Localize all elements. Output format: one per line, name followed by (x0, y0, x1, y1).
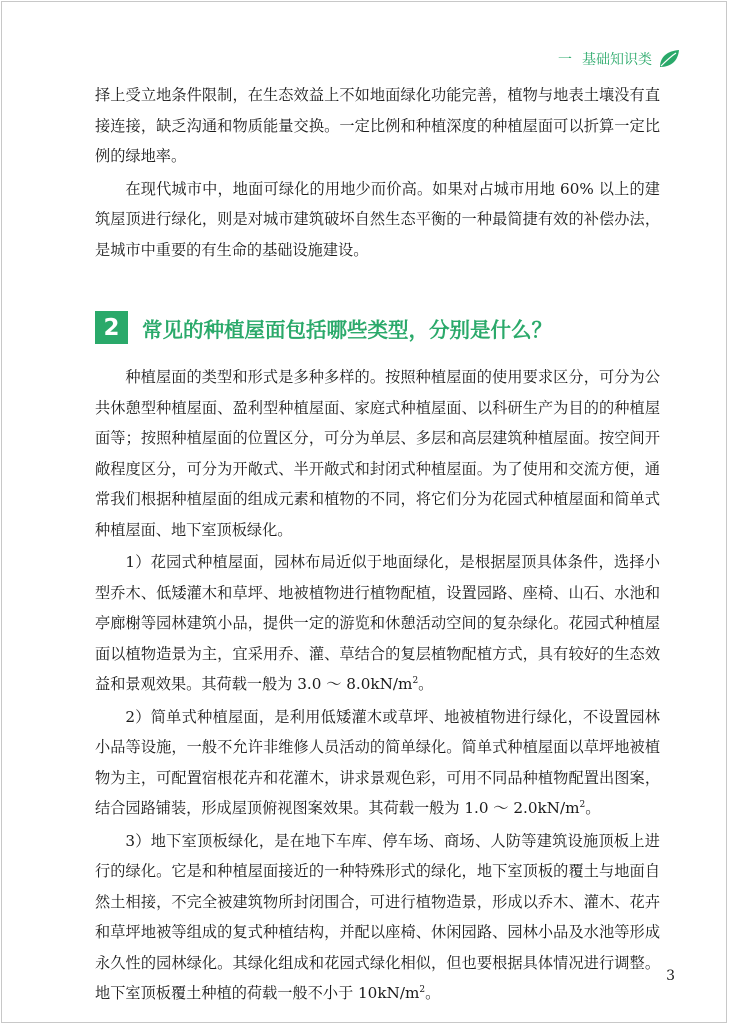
section-heading (95, 311, 660, 344)
section-number: 2 (95, 311, 128, 344)
running-header (558, 46, 680, 72)
page-number: 3 (666, 968, 675, 984)
page-content (95, 80, 660, 1009)
section-title: 常见的种植屋面包括哪些类型，分别是什么？ (142, 317, 552, 342)
leaf-icon (658, 49, 680, 69)
list-item: 3）地下室顶板绿化，是在地下车库、停车场、商场、人防等建筑设施顶板上进行的绿化。它是和种植屋面接近的一种特殊形式的绿化，地下室顶板的覆土与地面自然土相接，不完全被建筑物所封闭围合，可进行植物造景，形成以乔木、灌木、花卉和草坪地被等组成的复式种植结构，并配以座椅、休闲园路、园林小品及水池等形成永久性的园林绿化。其绿化组成和花园式绿化相似，但也要根据具体情况进行调整。地下室顶板覆土种植的荷载一般不小于 $10kN/m^2$。 (95, 831, 660, 1002)
paragraph: 择上受立地条件限制，在生态效益上不如地面绿化功能完善，植物与地表土壤没有直接连接，缺乏沟通和物质能量交换。一定比例和种植深度的种植屋面可以折算一定比例的绿地率。 (95, 86, 660, 165)
paragraph: 种植屋面的类型和形式是多种多样的。按照种植屋面的使用要求区分，可分为公共休憩型种植屋面、盈利型种植屋面、家庭式种植屋面、以科研生产为目的的种植屋面等；按照种植屋面的位置区分，可分为单层、多层和高层建筑种植屋面。按空间开敞程度区分，可分为开敞式、半开敞式和封闭式种植屋面。为了使用和交流方便，通常我们根据种植屋面的组成元素和植物的不同，将它们分为花园式种植屋面和简单式种植屋面、地下室顶板绿化。 (95, 368, 660, 539)
list-item: 2）简单式种植屋面，是利用低矮灌木或草坪、地被植物进行绿化，不设置园林小品等设施，一般不允许非维修人员活动的简单绿化。简单式种植屋面以草坪地被植物为主，可配置宿根花卉和花灌木，讲求景观色彩，可用不同品种植物配置出图案，结合园路铺装，形成屋顶俯视图案效果。其荷载一般为 1.0 ～ $2.0kN/m^2$。 (95, 707, 660, 817)
header-dash: 一 (558, 52, 572, 68)
header-title: 基础知识类 (582, 52, 652, 68)
paragraph: 在现代城市中，地面可绿化的用地少而价高。如果对占城市用地 60% 以上的建筑屋顶进行绿化，则是对城市建筑破坏自然生态平衡的一种最简捷有效的补偿办法，是城市中重要的有生命的基础设施建设。 (95, 179, 660, 259)
list-item: 1）花园式种植屋面，园林布局近似于地面绿化，是根据屋顶具体条件，选择小型乔木、低矮灌木和草坪、地被植物进行植物配植，设置园路、座椅、山石、水池和亭廊榭等园林建筑小品，提供一定的游览和休憩活动空间的复杂绿化。花园式种植屋面以植物造景为主，宜采用乔、灌、草结合的复层植物配植方式，具有较好的生态效益和景观效果。其荷载一般为 3.0 ～ $8.0kN/m^2$。 (95, 553, 660, 693)
